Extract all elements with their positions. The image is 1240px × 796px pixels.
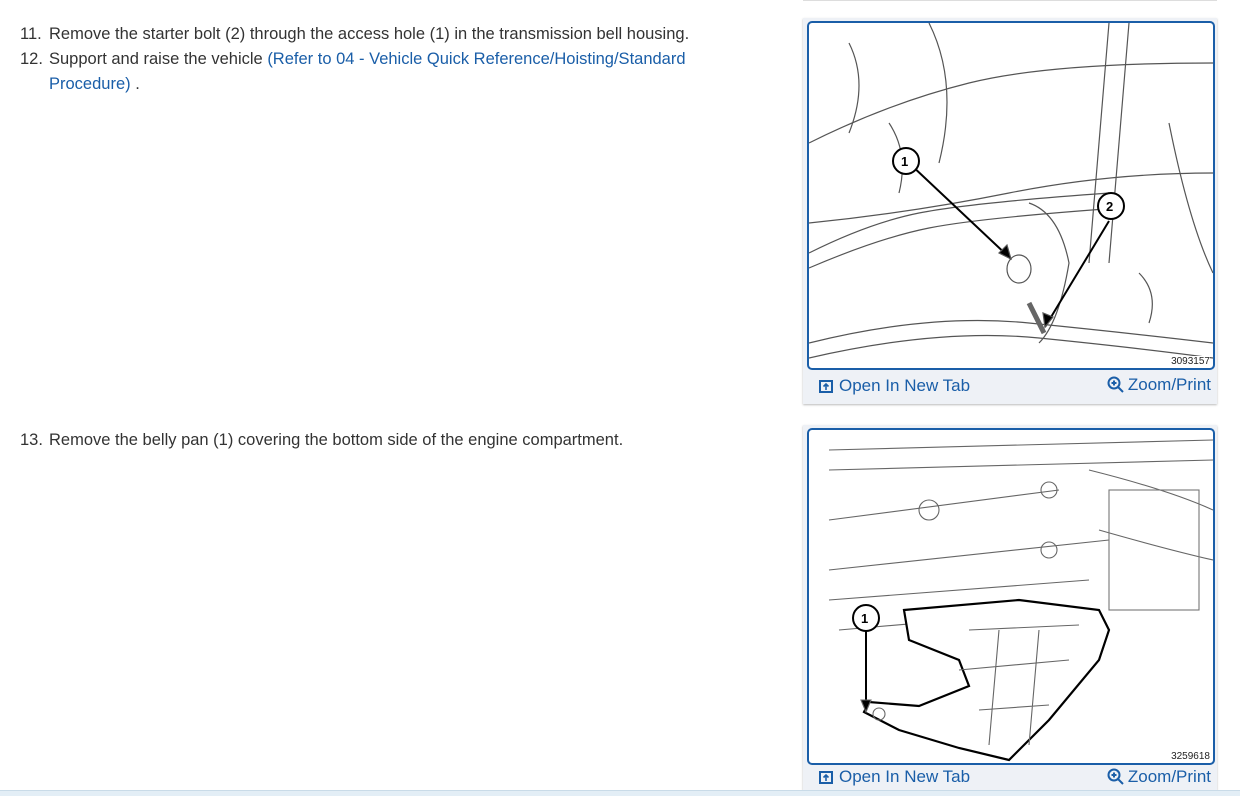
step-text: Remove the belly pan (1) covering the bottom side of the engine compartment. xyxy=(49,431,624,449)
open-label: Open In New Tab xyxy=(839,376,971,395)
bottom-bar xyxy=(0,790,1240,796)
step-13 xyxy=(20,428,750,453)
figure-starter-bolt xyxy=(803,18,1217,404)
open-new-tab-icon xyxy=(819,379,833,393)
figure-id: 3259618 xyxy=(1171,751,1210,762)
figure-belly-pan xyxy=(803,425,1217,790)
zoom-print-button[interactable] xyxy=(1107,375,1211,394)
step-text: Remove the starter bolt (2) through the access hole (1) in the transmission bell housing. xyxy=(49,25,690,43)
step-suffix: . xyxy=(130,75,140,93)
step-11 xyxy=(20,22,750,47)
open-in-new-tab-button[interactable] xyxy=(819,376,970,395)
callout-1: 1 xyxy=(901,154,909,169)
open-label: Open In New Tab xyxy=(839,767,971,786)
callout-1: 1 xyxy=(861,611,869,626)
figure-image[interactable] xyxy=(807,428,1215,765)
figure-footer xyxy=(803,370,1217,403)
zoom-in-icon xyxy=(1107,376,1125,394)
zoom-label: Zoom/Print xyxy=(1127,767,1211,786)
step-12 xyxy=(20,47,750,97)
step-number: 12. xyxy=(20,50,43,68)
open-in-new-tab-button[interactable] xyxy=(819,767,970,786)
steps-group-1 xyxy=(20,22,750,97)
callout-2: 2 xyxy=(1106,199,1114,214)
figure-footer xyxy=(803,766,1217,790)
zoom-print-button[interactable] xyxy=(1107,767,1211,786)
figure-image[interactable] xyxy=(807,21,1215,370)
zoom-label: Zoom/Print xyxy=(1127,375,1211,394)
step-number: 13. xyxy=(20,431,43,449)
starter-illustration xyxy=(809,23,1213,368)
belly-pan-illustration xyxy=(809,430,1213,763)
steps-group-2 xyxy=(20,428,750,453)
open-new-tab-icon xyxy=(819,770,833,784)
divider xyxy=(803,0,1217,1)
figure-id: 3093157 xyxy=(1171,356,1210,367)
zoom-in-icon xyxy=(1107,768,1125,786)
hoisting-procedure-link[interactable]: (Refer to 04 - Vehicle Quick Reference/Hoisting/Standard Procedure) xyxy=(49,50,686,93)
step-text: Support and raise the vehicle xyxy=(49,50,268,68)
step-number: 11. xyxy=(20,25,42,43)
